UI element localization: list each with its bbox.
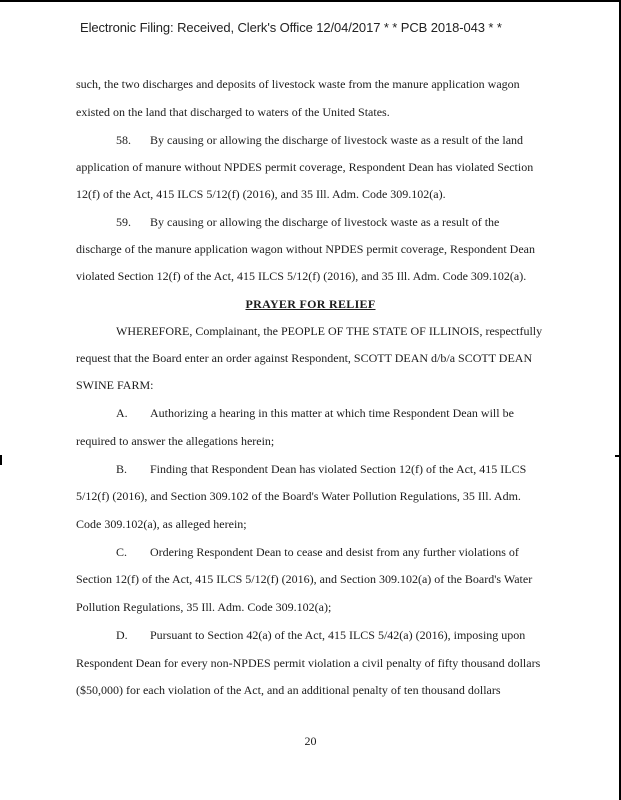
paragraph-59-line-1: By causing or allowing the discharge of livestock waste as a result of the bbox=[150, 215, 500, 229]
item-b-line-1: Finding that Respondent Dean has violated Section 12(f) of the Act, 415 ILCS bbox=[150, 462, 527, 476]
paragraph-59-line-3: violated Section 12(f) of the Act, 415 ILCS 5/12(f) (2016), and 35 Ill. Adm. Code 309.102(a). bbox=[76, 269, 527, 283]
continuation-line-1: such, the two discharges and deposits of livestock waste from the manure application wagon bbox=[76, 77, 520, 91]
page-number: 20 bbox=[304, 734, 317, 748]
item-b-line-2: 5/12(f) (2016), and Section 309.102 of the Board's Water Pollution Regulations, 35 Ill. Adm. bbox=[76, 489, 521, 503]
item-d-line-2: Respondent Dean for every non-NPDES permit violation a civil penalty of fifty thousand dollars bbox=[76, 656, 541, 670]
paragraph-59-number: 59. bbox=[116, 215, 131, 229]
item-b-line-3: Code 309.102(a), as alleged herein; bbox=[76, 517, 247, 531]
item-d-line-1: Pursuant to Section 42(a) of the Act, 415 ILCS 5/42(a) (2016), imposing upon bbox=[150, 628, 526, 642]
paragraph-58-line-1: By causing or allowing the discharge of livestock waste as a result of the land bbox=[150, 133, 524, 147]
item-b-letter: B. bbox=[116, 462, 128, 476]
wherefore-line-3: SWINE FARM: bbox=[76, 378, 154, 392]
paragraph-58-line-3: 12(f) of the Act, 415 ILCS 5/12(f) (2016), and 35 Ill. Adm. Code 309.102(a). bbox=[76, 187, 446, 201]
paragraph-59-line-2: discharge of the manure application wagon without NPDES permit coverage, Respondent Dean bbox=[76, 242, 535, 256]
item-a-line-2: required to answer the allegations herein; bbox=[76, 434, 275, 448]
item-a-letter: A. bbox=[116, 406, 128, 420]
item-c-letter: C. bbox=[116, 545, 128, 559]
wherefore-line-2: request that the Board enter an order against Respondent, SCOTT DEAN d/b/a SCOTT DEAN bbox=[76, 351, 533, 365]
item-c-line-2: Section 12(f) of the Act, 415 ILCS 5/12(f) (2016), and Section 309.102(a) of the Board's Water bbox=[76, 572, 533, 586]
item-a-line-1: Authorizing a hearing in this matter at which time Respondent Dean will be bbox=[150, 406, 514, 420]
page-top-border bbox=[0, 0, 621, 2]
item-c-line-1: Ordering Respondent Dean to cease and desist from any further violations of bbox=[150, 545, 519, 559]
prayer-for-relief-heading: PRAYER FOR RELIEF bbox=[245, 297, 376, 311]
filing-stamp-header: Electronic Filing: Received, Clerk's Office 12/04/2017 * * PCB 2018-043 * * bbox=[80, 20, 502, 35]
paragraph-58-line-2: application of manure without NPDES permit coverage, Respondent Dean has violated Section bbox=[76, 160, 534, 174]
item-d-letter: D. bbox=[116, 628, 128, 642]
scan-edge-mark-left bbox=[0, 455, 2, 465]
item-c-line-3: Pollution Regulations, 35 Ill. Adm. Code 309.102(a); bbox=[76, 600, 332, 614]
paragraph-58-number: 58. bbox=[116, 133, 131, 147]
scan-edge-mark-right bbox=[615, 455, 621, 457]
wherefore-line-1: WHEREFORE, Complainant, the PEOPLE OF THE STATE OF ILLINOIS, respectfully bbox=[116, 324, 543, 338]
continuation-line-2: existed on the land that discharged to waters of the United States. bbox=[76, 105, 390, 119]
item-d-line-3: ($50,000) for each violation of the Act, and an additional penalty of ten thousand dollars bbox=[76, 683, 501, 697]
